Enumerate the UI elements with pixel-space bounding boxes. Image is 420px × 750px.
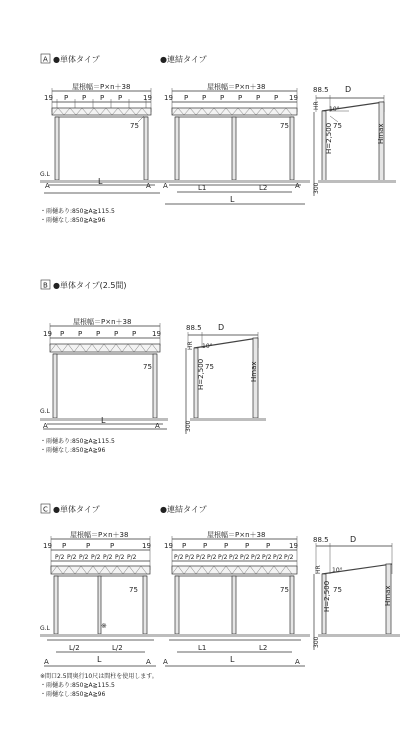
l-label-c1: L xyxy=(97,655,102,664)
section-badge: A xyxy=(43,55,48,64)
hr-label: HR xyxy=(313,101,320,110)
p-label-3: P xyxy=(100,94,105,102)
dim-300-c: 300 xyxy=(313,636,320,648)
p-c-5: P xyxy=(256,94,261,102)
p2-c2-1: P/2 xyxy=(174,554,184,561)
gl-label-b: G.L xyxy=(40,408,50,415)
post-right xyxy=(144,117,148,180)
p-b-1: P xyxy=(60,330,65,338)
edge-right-c: 19 xyxy=(289,94,298,102)
l2-label: L2 xyxy=(259,184,268,192)
p2-c1-7: P/2 xyxy=(127,554,137,561)
roof-width-label: 屋根幅＝P×n＋38 xyxy=(72,83,131,91)
hmax-label-b: Hmax xyxy=(250,361,258,382)
a-left-c2: A xyxy=(163,658,168,666)
diagram-a xyxy=(0,0,420,260)
dim-75-c2: 75 xyxy=(280,586,289,594)
roof-width-label-c2: 屋根幅＝P×n＋38 xyxy=(207,531,266,539)
p-c2-4: P xyxy=(245,542,250,550)
post-left xyxy=(55,117,59,180)
hr-label-b: HR xyxy=(187,341,194,350)
edge-left-c: 19 xyxy=(164,94,173,102)
p-c-2: P xyxy=(202,94,207,102)
angle-label-b: 10° xyxy=(202,343,213,350)
p-label-4: P xyxy=(118,94,123,102)
title-single-c: ●単体タイプ xyxy=(53,505,100,514)
note-c-3: ・雨樋なし:850≧A≧96 xyxy=(40,691,106,698)
p2-c2-10: P/2 xyxy=(273,554,283,561)
p-c-4: P xyxy=(238,94,243,102)
a-right-c1: A xyxy=(146,658,151,666)
note-2: ・雨樋なし:850≧A≧96 xyxy=(40,217,106,224)
a-left: A xyxy=(45,182,50,190)
p-b-3: P xyxy=(96,330,101,338)
p-c2-2: P xyxy=(203,542,208,550)
roof-width-label-c: 屋根幅＝P×n＋38 xyxy=(207,83,266,91)
p2-c1-3: P/2 xyxy=(79,554,89,561)
edge-left-c2: 19 xyxy=(164,542,173,550)
mark-label: ※ xyxy=(101,622,107,630)
p2-c2-3: P/2 xyxy=(196,554,206,561)
section-a xyxy=(0,0,420,260)
edge-left-c1: 19 xyxy=(43,542,52,550)
p-c2-5: P xyxy=(266,542,271,550)
l1-label-c: L1 xyxy=(198,644,207,652)
dim-885-b: 88.5 xyxy=(186,324,202,332)
p-c2-3: P xyxy=(224,542,229,550)
title-connected-c: ●連結タイプ xyxy=(160,505,207,514)
p2-c2-6: P/2 xyxy=(229,554,239,561)
section-b xyxy=(0,262,420,482)
l1-label: L1 xyxy=(198,184,207,192)
p-c1-1: P xyxy=(62,542,67,550)
d-label-c: D xyxy=(350,535,357,544)
note-c-2: ・雨樋あり:850≧A≧115.5 xyxy=(40,682,115,689)
d-label-b: D xyxy=(218,323,225,332)
section-badge-b: B xyxy=(43,281,48,290)
angle-label-c: 10° xyxy=(332,567,343,574)
edge-right-c1: 19 xyxy=(142,542,151,550)
d-label: D xyxy=(345,85,352,94)
dim-300-b: 300 xyxy=(185,420,192,432)
diagram-c xyxy=(0,490,420,750)
p2-c1-2: P/2 xyxy=(67,554,77,561)
note-b-1: ・雨樋あり:850≧A≧115.5 xyxy=(40,438,115,445)
p2-c2-4: P/2 xyxy=(207,554,217,561)
p-c1-2: P xyxy=(86,542,91,550)
p2-c2-5: P/2 xyxy=(218,554,228,561)
hmax-label-c: Hmax xyxy=(384,585,392,606)
p-label-2: P xyxy=(82,94,87,102)
edge-right-b: 19 xyxy=(152,330,161,338)
note-b-2: ・雨樋なし:850≧A≧96 xyxy=(40,447,106,454)
p2-c2-11: P/2 xyxy=(284,554,294,561)
edge-left-b: 19 xyxy=(43,330,52,338)
dim-885: 88.5 xyxy=(313,86,329,94)
h-label-c: H=2,500 xyxy=(323,580,331,612)
a-right-c: A xyxy=(295,182,300,190)
a-left-b: A xyxy=(43,422,48,430)
l-label-b: L xyxy=(101,416,106,425)
a-right-c2: A xyxy=(295,658,300,666)
gl-label-c: G.L xyxy=(40,625,50,632)
a-right: A xyxy=(146,182,151,190)
p-c2-1: P xyxy=(182,542,187,550)
a-left-c: A xyxy=(163,182,168,190)
p-c1-3: P xyxy=(110,542,115,550)
lhalf-1: L/2 xyxy=(69,644,80,652)
section-badge-c: C xyxy=(43,505,48,514)
dim-75-c1: 75 xyxy=(129,586,138,594)
a-right-b: A xyxy=(155,422,160,430)
note-c-1: ※間口2.5間奥行10尺は間柱を使用します。 xyxy=(40,673,158,680)
dim-75-c: 75 xyxy=(280,122,289,130)
edge-right: 19 xyxy=(143,94,152,102)
p2-c2-7: P/2 xyxy=(240,554,250,561)
section-c xyxy=(0,490,420,750)
title-single-b: ●単体タイプ(2.5間) xyxy=(53,281,127,290)
p-c-3: P xyxy=(220,94,225,102)
p2-c1-5: P/2 xyxy=(103,554,113,561)
p-b-2: P xyxy=(78,330,83,338)
p-c-1: P xyxy=(184,94,189,102)
p2-c2-9: P/2 xyxy=(262,554,272,561)
p2-c2-8: P/2 xyxy=(251,554,261,561)
gl-label: G.L xyxy=(40,171,50,178)
p-b-5: P xyxy=(132,330,137,338)
edge-right-c2: 19 xyxy=(289,542,298,550)
angle-label: 10° xyxy=(329,106,340,113)
dim-300: 300 xyxy=(313,182,320,194)
hr-label-c: HR xyxy=(315,565,322,574)
dim-885-c: 88.5 xyxy=(313,536,329,544)
roof-width-label-c1: 屋根幅＝P×n＋38 xyxy=(70,531,129,539)
title-connected: ●連結タイプ xyxy=(160,55,207,64)
l2-label-c: L2 xyxy=(259,644,268,652)
p-label-1: P xyxy=(64,94,69,102)
h-label: H=2,500 xyxy=(325,122,333,154)
p-b-4: P xyxy=(114,330,119,338)
lhalf-2: L/2 xyxy=(112,644,123,652)
h-label-b: H=2,500 xyxy=(197,358,205,390)
dim-75-side-b: 75 xyxy=(205,363,214,371)
diagram-b xyxy=(0,262,420,482)
p-c-6: P xyxy=(274,94,279,102)
p2-c1-4: P/2 xyxy=(91,554,101,561)
l-label: L xyxy=(98,177,103,186)
post-middle xyxy=(232,117,236,180)
edge-left: 19 xyxy=(44,94,53,102)
roof-width-label-b: 屋根幅＝P×n＋38 xyxy=(73,318,132,326)
dim-75: 75 xyxy=(130,122,139,130)
hmax-label: Hmax xyxy=(377,123,385,144)
l-label-c: L xyxy=(230,195,235,204)
p2-c2-2: P/2 xyxy=(185,554,195,561)
dim-75-b: 75 xyxy=(143,363,152,371)
p2-c1-6: P/2 xyxy=(115,554,125,561)
l-label-c2: L xyxy=(230,655,235,664)
dim-75-side: 75 xyxy=(333,122,342,130)
note-1: ・雨樋あり:850≧A≧115.5 xyxy=(40,208,115,215)
dim-75-side-c: 75 xyxy=(333,586,342,594)
title-single: ●単体タイプ xyxy=(53,55,100,64)
p2-c1-1: P/2 xyxy=(55,554,65,561)
a-left-c1: A xyxy=(44,658,49,666)
